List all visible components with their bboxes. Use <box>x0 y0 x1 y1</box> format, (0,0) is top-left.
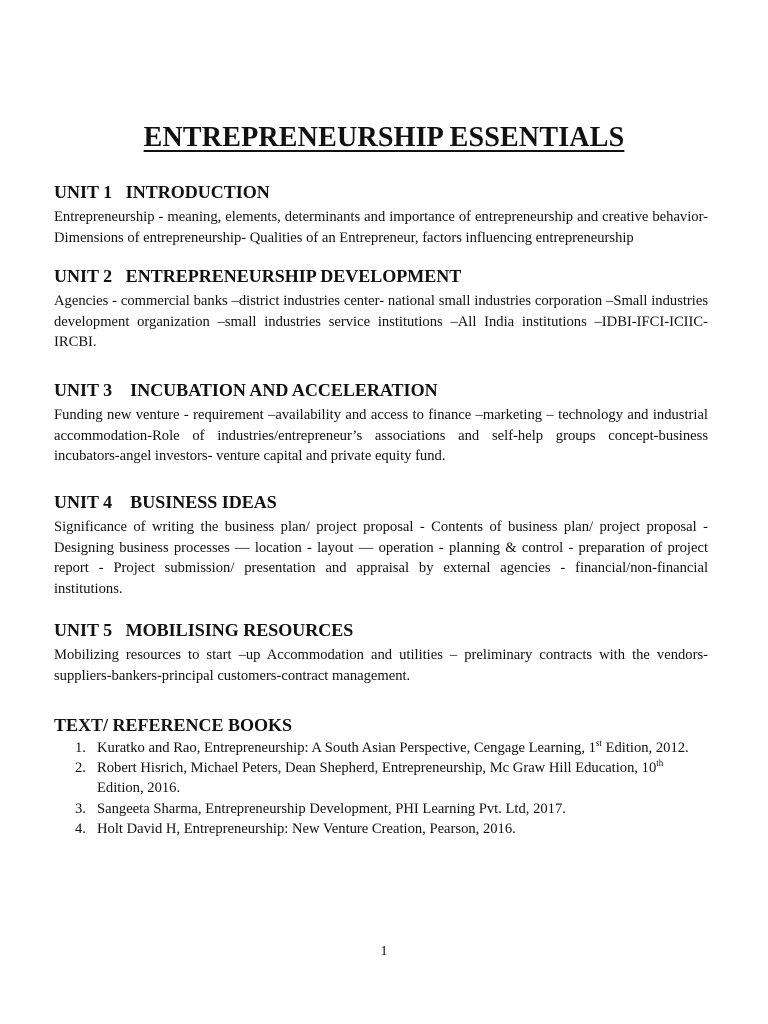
unit-body-5: Mobilizing resources to start –up Accommodation and utilities – preliminary contracts with the vendors-suppliers-bankers-principal customers-contract management. <box>54 647 708 684</box>
unit-heading-1: UNIT 1 INTRODUCTION <box>54 182 270 202</box>
unit-heading-3: UNIT 3 INCUBATION AND ACCELERATION <box>54 380 438 400</box>
unit-body-2: Agencies - commercial banks –district industries center- national small industries corporation –Small industries development organization –small industries service institutions –All India institutions –IDBI-IFCI-ICIIC-IRCBI. <box>54 293 708 351</box>
reference-number: 4. <box>75 820 86 837</box>
reference-text-end: Edition, 2016. <box>97 780 181 797</box>
page-number: 1 <box>380 944 388 959</box>
unit-body-3: Funding new venture - requirement –availability and access to finance –marketing – technology and industrial accommodation-Role of industries/entrepreneur’s associations and self-help groups concept-business incubators-angel investors- venture capital and private equity fund. <box>54 407 708 465</box>
reference-item <box>54 738 708 758</box>
reference-item <box>54 819 708 839</box>
reference-books-section <box>54 714 708 839</box>
reference-text: Robert Hisrich, Michael Peters, Dean Shepherd, Entrepreneurship, Mc Graw Hill Education, 10 <box>97 760 657 777</box>
unit-heading-4: UNIT 4 BUSINESS IDEAS <box>54 492 277 512</box>
reference-item <box>54 758 708 798</box>
unit-section-1 <box>54 181 708 248</box>
unit-body-1: Entrepreneurship - meaning, elements, determinants and importance of entrepreneurship and creative behavior- Dimensions of entrepreneurship- Qualities of an Entrepreneur, factors influencing entrepreneurship <box>54 209 708 246</box>
reference-text: Kuratko and Rao, Entrepreneurship: A South Asian Perspective, Cengage Learning, 1 <box>97 740 596 756</box>
unit-section-4 <box>54 491 708 599</box>
unit-section-5 <box>54 619 708 686</box>
reference-item <box>54 799 708 819</box>
unit-body-4: Significance of writing the business plan/ project proposal - Contents of business plan/ project proposal - Designing business processes — location - layout — operation - planning & control - preparation of project report - Project submission/ presentation and appraisal by external agencies - financial/non-financial institutions. <box>54 519 708 597</box>
reference-books-heading: TEXT/ REFERENCE BOOKS <box>54 715 293 735</box>
reference-list <box>54 738 708 839</box>
unit-section-2 <box>54 265 708 353</box>
reference-text: Holt David H, Entrepreneurship: New Venture Creation, Pearson, 2016. <box>97 820 516 837</box>
reference-text: Sangeeta Sharma, Entrepreneurship Development, PHI Learning Pvt. Ltd, 2017. <box>97 800 566 817</box>
reference-text-end: Edition, 2012. <box>601 740 689 756</box>
reference-number: 1. <box>75 740 86 756</box>
reference-number: 3. <box>75 800 86 817</box>
unit-section-3 <box>54 379 708 467</box>
reference-superscript: st <box>595 738 602 748</box>
page-title: ENTREPRENEURSHIP ESSENTIALS <box>143 122 625 153</box>
reference-number: 2. <box>75 760 86 777</box>
reference-superscript: th <box>656 758 664 769</box>
unit-heading-5: UNIT 5 MOBILISING RESOURCES <box>54 620 354 640</box>
unit-heading-2: UNIT 2 ENTREPRENEURSHIP DEVELOPMENT <box>54 266 462 286</box>
